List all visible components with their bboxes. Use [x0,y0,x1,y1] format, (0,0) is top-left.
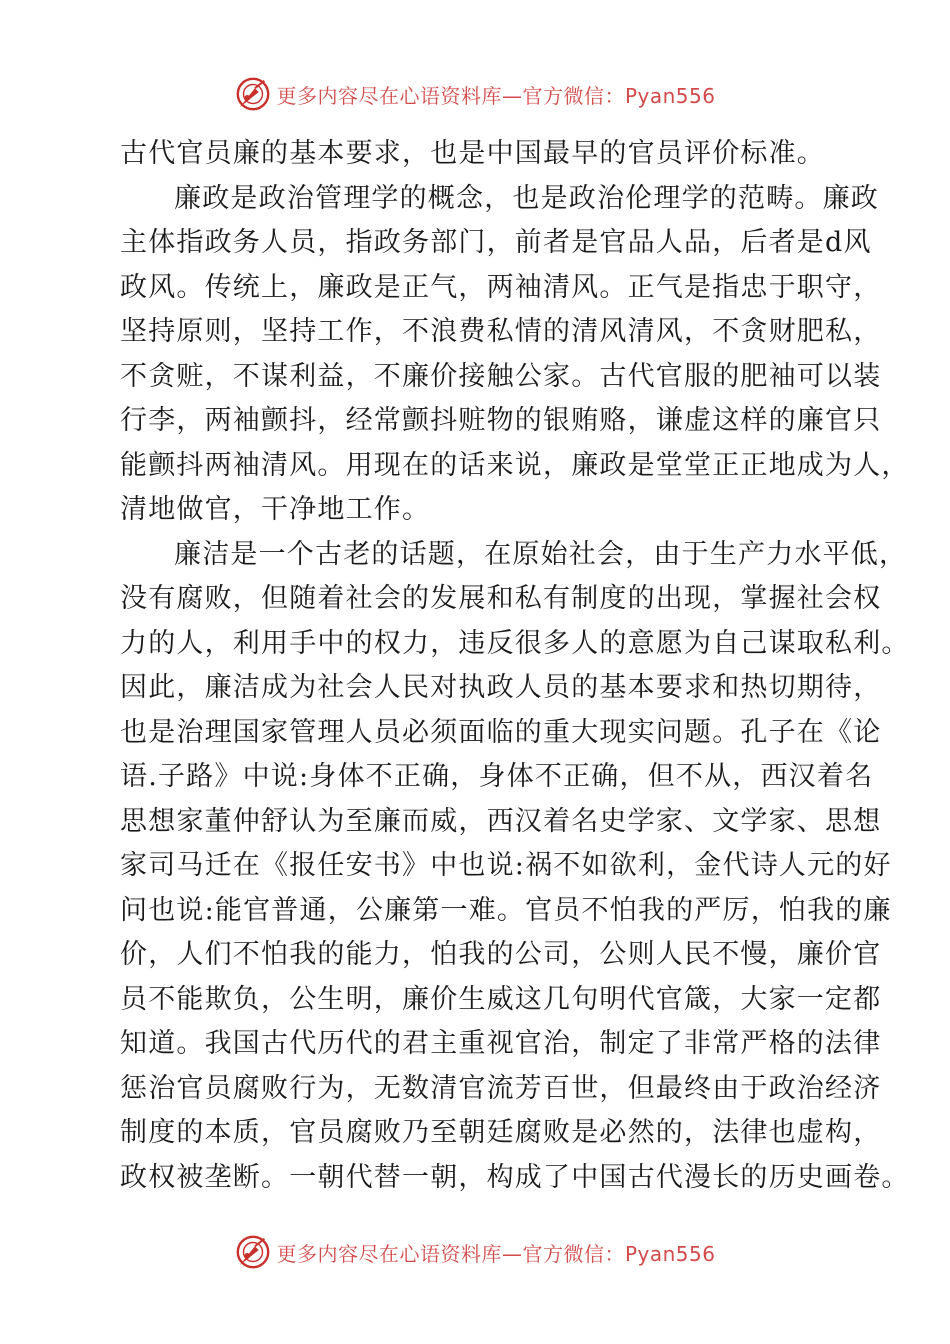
watermark-text: 更多内容尽在心语资料库—官方微信：Pyan556 [276,83,716,108]
text-line: 员不能欺负，公生明，廉价生威这几句明代官箴，大家一定都 [120,983,882,1015]
paragraph-start-line: 廉政是政治管理学的概念，也是政治伦理学的范畴。廉政 [174,182,879,214]
footer-watermark [0,1230,950,1274]
text-line: 问也说:能官普通，公廉第一难。官员不怕我的严厉，怕我的廉 [120,894,892,926]
text-line: 也是治理国家管理人员必须面临的重大现实问题。孔子在《论 [120,716,882,748]
text-line: 政权被垄断。一朝代替一朝，构成了中国古代漫长的历史画卷。 [120,1161,910,1193]
text-line: 力的人，利用手中的权力，违反很多人的意愿为自己谋取私利。 [120,627,910,659]
text-line: 不贪赃，不谋利益，不廉价接触公家。古代官服的肥袖可以装 [120,360,882,392]
text-line: 惩治官员腐败行为，无数清官流芳百世，但最终由于政治经济 [120,1072,882,1104]
paragraph-start-line: 廉洁是一个古老的话题，在原始社会，由于生产力水平低， [174,538,908,570]
text-line: 价，人们不怕我的能力，怕我的公司，公则人民不慢，廉价官 [120,939,882,970]
text-line: 没有腐败，但随着社会的发展和私有制度的出现，掌握社会权 [120,583,882,614]
text-line: 政风。传统上，廉政是正气，两袖清风。正气是指忠于职守， [120,271,882,303]
text-line: 知道。我国古代历代的君主重视官治，制定了非常严格的法律 [120,1028,882,1059]
text-line: 清地做官，干净地工作。 [120,494,431,525]
text-line: 古代官员廉的基本要求，也是中国最早的官员评价标准。 [120,138,825,169]
text-line: 思想家董仲舒认为至廉而威，西汉着名史学家、文学家、思想 [120,805,882,837]
text-line: 制度的本质，官员腐败乃至朝廷腐败是必然的，法律也虚构， [120,1117,882,1148]
document-body [120,132,910,1200]
text-line: 坚持原则，坚持工作，不浪费私情的清风清风，不贪财肥私， [120,316,882,347]
watermark-logo-icon [234,1233,272,1271]
text-line: 主体指政务人员，指政务部门，前者是官品人品，后者是d风 [120,227,872,258]
text-line: 家司马迁在《报任安书》中也说:祸不如欲利，金代诗人元的好 [120,850,892,881]
watermark-text: 更多内容尽在心语资料库—官方微信：Pyan556 [276,1241,716,1266]
header-watermark [0,72,950,116]
text-line: 因此，廉洁成为社会人民对执政人员的基本要求和热切期待， [120,672,882,703]
text-line: 行李，两袖颤抖，经常颤抖赃物的银贿赂，谦虚这样的廉官只 [120,405,882,436]
text-line: 语.子路》中说:身体不正确，身体不正确，但不从，西汉着名 [120,761,874,792]
text-line: 能颤抖两袖清风。用现在的话来说，廉政是堂堂正正地成为人， [120,449,910,481]
watermark-logo-icon [234,75,272,113]
